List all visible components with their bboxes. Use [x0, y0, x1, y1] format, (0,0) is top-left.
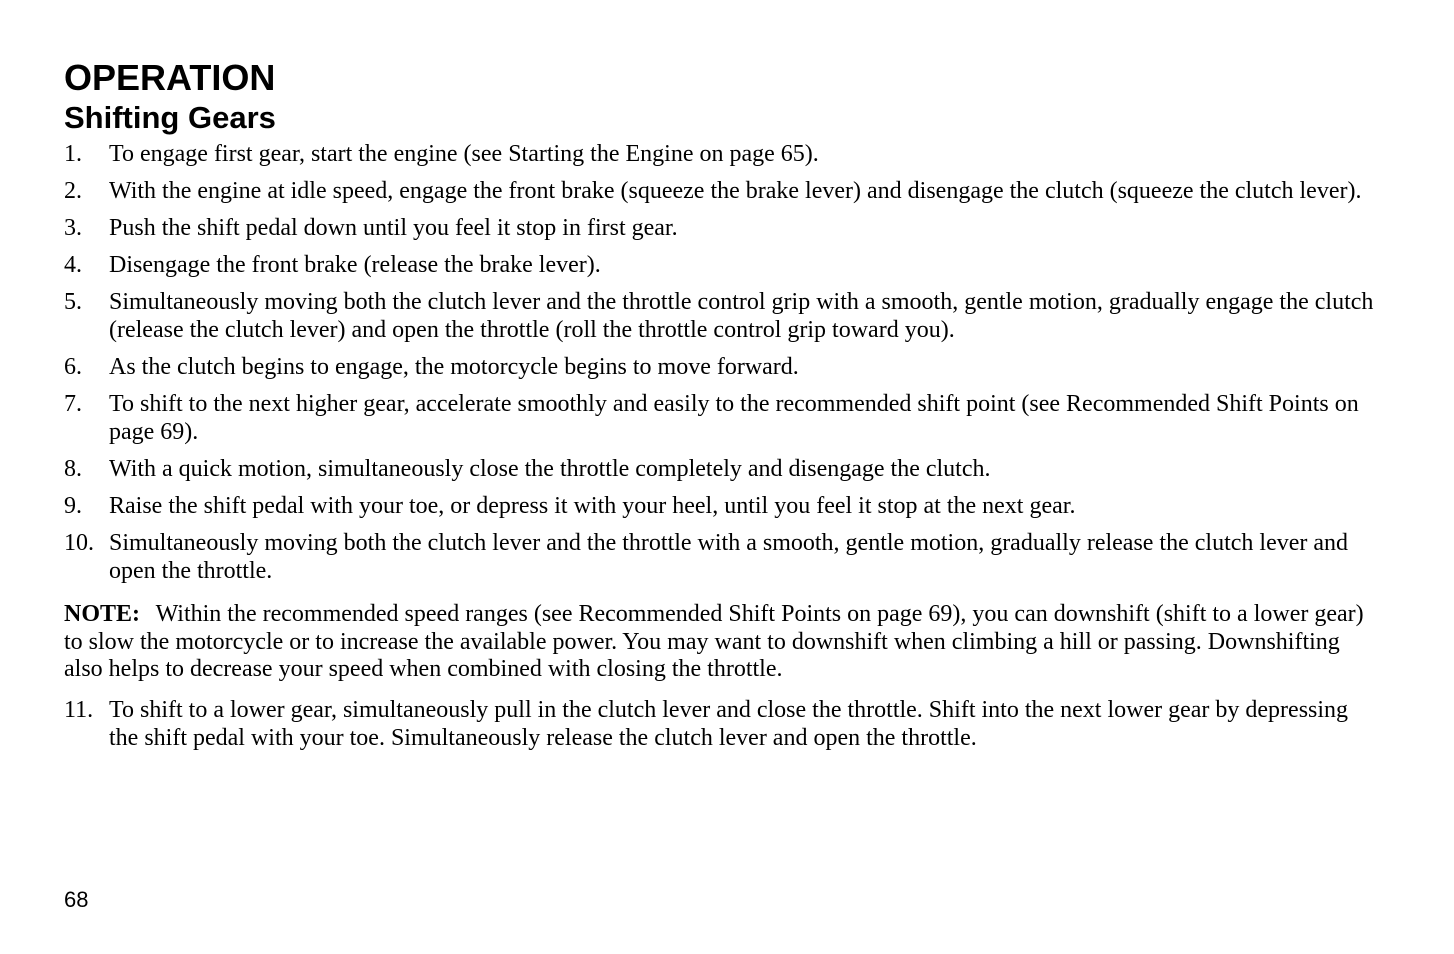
step-text: Disengage the front brake (release the brake lever).: [109, 252, 601, 278]
step-text: With a quick motion, simultaneously close the throttle completely and disengage the clutch.: [109, 456, 991, 482]
step-number: 10.: [64, 530, 94, 556]
page-number: 68: [64, 887, 89, 912]
step-text: As the clutch begins to engage, the motorcycle begins to move forward.: [109, 354, 799, 380]
section-title: OPERATION: [64, 57, 276, 98]
step-text: Simultaneously moving both the clutch lever and the throttle control grip with a smooth, gentle motion, gradually engage the clutch (release the clutch lever) and open the throttle (roll the throttle control grip toward you).: [109, 289, 1374, 343]
step-item: [64, 455, 1374, 483]
step-number: 11.: [64, 696, 94, 723]
step-item: [64, 140, 1374, 168]
step-item: [64, 492, 1374, 520]
step-number: 5.: [64, 289, 82, 315]
step-number: 6.: [64, 354, 82, 380]
step-number: 4.: [64, 252, 82, 278]
step-item: [64, 214, 1374, 242]
step-number: 1.: [64, 141, 82, 167]
step-item: [64, 251, 1374, 279]
step-text: Raise the shift pedal with your toe, or depress it with your heel, until you feel it stop at the next gear.: [109, 493, 1076, 519]
step-number: 9.: [64, 493, 82, 519]
step-text: To engage first gear, start the engine (see Starting the Engine on page 65).: [109, 141, 819, 167]
step-item: [64, 353, 1374, 381]
manual-page: [64, 58, 1374, 761]
step-number: 2.: [64, 178, 82, 204]
step-text: Simultaneously moving both the clutch lever and the throttle with a smooth, gentle motion, gradually release the clutch lever and open the throttle.: [109, 530, 1349, 584]
step-number: 8.: [64, 456, 82, 482]
step-item: [64, 390, 1374, 446]
step-text: Push the shift pedal down until you feel it stop in first gear.: [109, 215, 678, 241]
subsection-title: Shifting Gears: [64, 100, 276, 135]
step-item: [64, 177, 1374, 205]
step-number: 3.: [64, 215, 82, 241]
step-item: [64, 529, 1374, 585]
note-text: Within the recommended speed ranges (see Recommended Shift Points on page 69), you can downshift (shift to a lower gear) to slow the motorcycle or to increase the available power. You may want to downshift when climbing a hill or passing. Downshifting also helps to decrease your speed when combined with closing the throttle.: [64, 601, 1364, 682]
note-paragraph: [64, 601, 1374, 684]
step-item: [64, 288, 1374, 344]
step-number: 7.: [64, 391, 82, 417]
steps-list-part2: [64, 696, 1374, 752]
step-text: To shift to a lower gear, simultaneously pull in the clutch lever and close the throttle. Shift into the next lower gear by depressing the shift pedal with your toe. Simultaneously release the clutch lever and open the throttle.: [109, 696, 1349, 751]
step-text: With the engine at idle speed, engage the front brake (squeeze the brake lever) and disengage the clutch (squeeze the clutch lever).: [109, 178, 1362, 204]
step-item: [64, 696, 1374, 752]
steps-list-part1: [64, 140, 1374, 585]
step-text: To shift to the next higher gear, accelerate smoothly and easily to the recommended shift point (see Recommended Shift Points on page 69).: [109, 391, 1359, 445]
note-label: NOTE:: [64, 601, 141, 627]
